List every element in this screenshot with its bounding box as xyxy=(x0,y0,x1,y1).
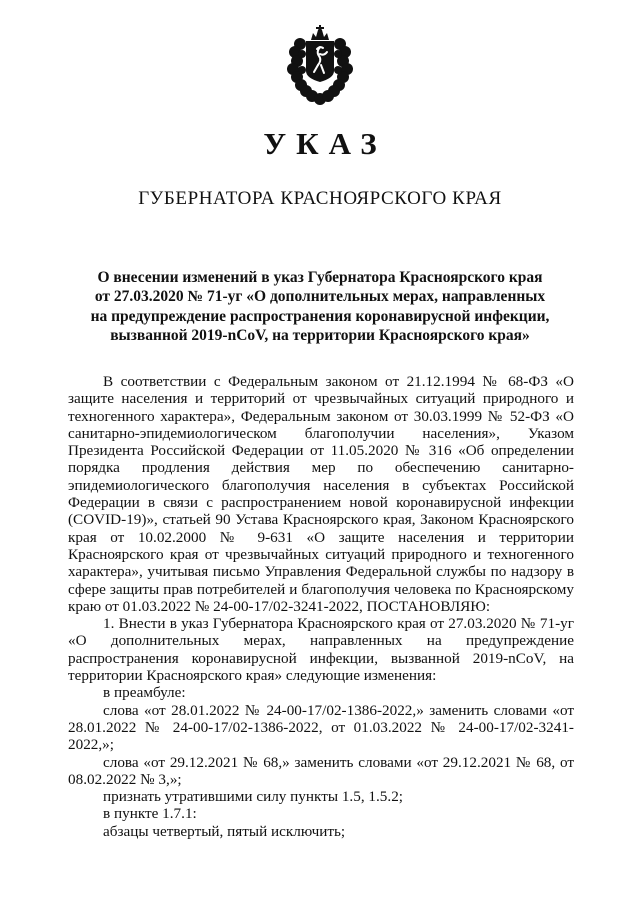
decree-title-line: О внесении изменений в указ Губернатора Красноярского края xyxy=(97,269,543,286)
body-paragraph: в пункте 1.7.1: xyxy=(103,805,197,823)
decree-title-line: от 27.03.2020 № 71-уг «О дополнительных мерах, направленных xyxy=(94,288,546,306)
issuing-authority-heading: ГУБЕРНАТОРА КРАСНОЯРСКОГО КРАЯ xyxy=(138,188,502,209)
body-paragraph: абзацы четвертый, пятый исключить; xyxy=(103,822,346,840)
body-paragraph: слова «от 28.01.2022 № 24-00-17/02-1386-2022,» заменить словами «от 28.01.2022 № 24-00-17/02-1386-2022, от 01.03.2022 № 24-00-17/02-3241-2022,»; xyxy=(68,701,574,754)
body-paragraph: в преамбуле: xyxy=(103,684,186,702)
decree-title xyxy=(67,268,573,345)
document-type-heading: УКАЗ xyxy=(263,126,387,161)
body-paragraph: В соответствии с Федеральным законом от 21.12.1994 № 68-ФЗ «О защите населения и территорий от чрезвычайных ситуаций природного и техногенного характера», Федеральным законом от 30.03.1999 № 52-ФЗ «О санитарно-эпидемиологическом благополучии населения», Указом Президента Российской Федерации от 11.05.2020 № 316 «Об определении порядка продления действия мер по обеспечению санитарно-эпидемиологического благополучия населения в субъектах Российской Федерации в связи с распространением новой коронавирусной инфекции (COVID-19)», статьей 90 Устава Красноярского края, Законом Красноярского края от 10.02.2000 № 9-631 «О защите населения и территории Красноярского края от чрезвычайных ситуаций природного и техногенного характера», учитывая письмо Управления Федеральной службы по надзору в сфере защиты прав потребителей и благополучия человека по Красноярскому краю от 01.03.2022 № 24-00-17/02-3241-2022, ПОСТАНОВЛЯЮ: xyxy=(68,373,574,615)
body-paragraph: слова «от 29.12.2021 № 68,» заменить словами «от 29.12.2021 № 68, от 08.02.2022 № 3,»; xyxy=(68,753,574,788)
krasnoyarsk-krai-coat-of-arms-icon xyxy=(284,24,356,108)
document-body xyxy=(68,373,574,840)
decree-title-line: вызванной 2019-nCoV, на территории Красноярского края» xyxy=(110,326,530,344)
body-paragraph: 1. Внести в указ Губернатора Красноярского края от 27.03.2020 № 71-уг «О дополнительных мерах, направленных на предупреждение распространения коронавирусной инфекции, вызванной 2019-nCoV, на территории Красноярского края» следующие изменения: xyxy=(68,615,574,685)
body-paragraph: признать утратившими силу пункты 1.5, 1.5.2; xyxy=(103,788,404,806)
decree-title-line: на предупреждение распространения коронавирусной инфекции, xyxy=(90,307,550,325)
